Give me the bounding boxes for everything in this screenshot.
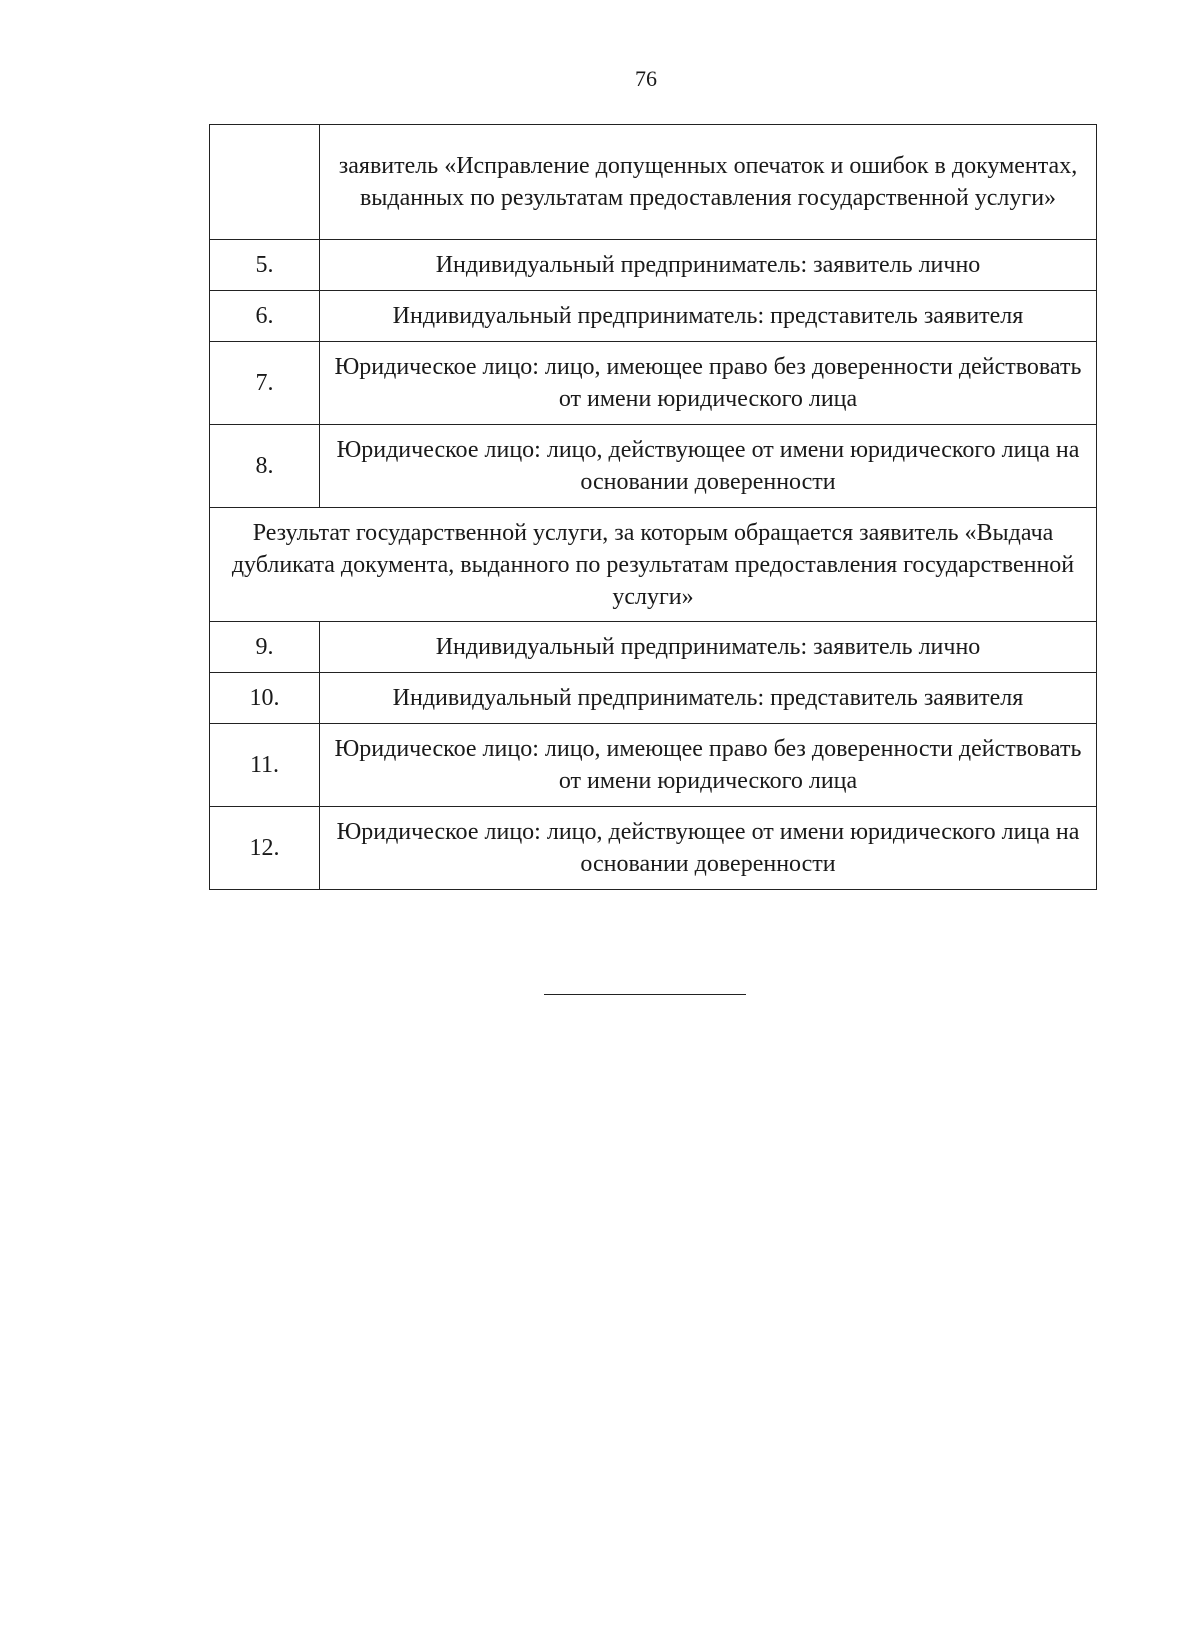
row-number-cell: 8. [210,425,320,508]
row-number-cell: 11. [210,724,320,807]
row-number-cell: 5. [210,240,320,291]
row-number-cell: 12. [210,807,320,890]
end-of-document-divider [544,994,746,995]
row-number-cell: 9. [210,622,320,673]
row-text-cell: Индивидуальный предприниматель: представитель заявителя [320,673,1097,724]
section-header-cell: Результат государственной услуги, за которым обращается заявитель «Выдача дубликата документа, выданного по результатам предоставления государственной услуги» [210,508,1097,622]
table-row [210,673,1097,724]
table-row [210,724,1097,807]
row-number-cell: 10. [210,673,320,724]
table-section-header-row [210,508,1097,622]
table-row [210,342,1097,425]
row-text-cell: Юридическое лицо: лицо, действующее от имени юридического лица на основании доверенности [320,425,1097,508]
row-text-cell: заявитель «Исправление допущенных опечаток и ошибок в документах, выданных по результатам предоставления государственной услуги» [320,125,1097,240]
applicant-variants-table [209,124,1097,890]
row-text-cell: Юридическое лицо: лицо, действующее от имени юридического лица на основании доверенности [320,807,1097,890]
table-row [210,622,1097,673]
row-text-cell: Индивидуальный предприниматель: представитель заявителя [320,291,1097,342]
table-row [210,240,1097,291]
row-text-cell: Индивидуальный предприниматель: заявитель лично [320,622,1097,673]
table-row [210,807,1097,890]
row-text-cell: Юридическое лицо: лицо, имеющее право без доверенности действовать от имени юридического лица [320,342,1097,425]
row-number-cell [210,125,320,240]
row-text-cell: Юридическое лицо: лицо, имеющее право без доверенности действовать от имени юридического лица [320,724,1097,807]
page-number: 76 [635,66,657,91]
table-row-continued [210,125,1097,240]
row-number-cell: 7. [210,342,320,425]
table-row [210,425,1097,508]
row-text-cell: Индивидуальный предприниматель: заявитель лично [320,240,1097,291]
table-row [210,291,1097,342]
row-number-cell: 6. [210,291,320,342]
